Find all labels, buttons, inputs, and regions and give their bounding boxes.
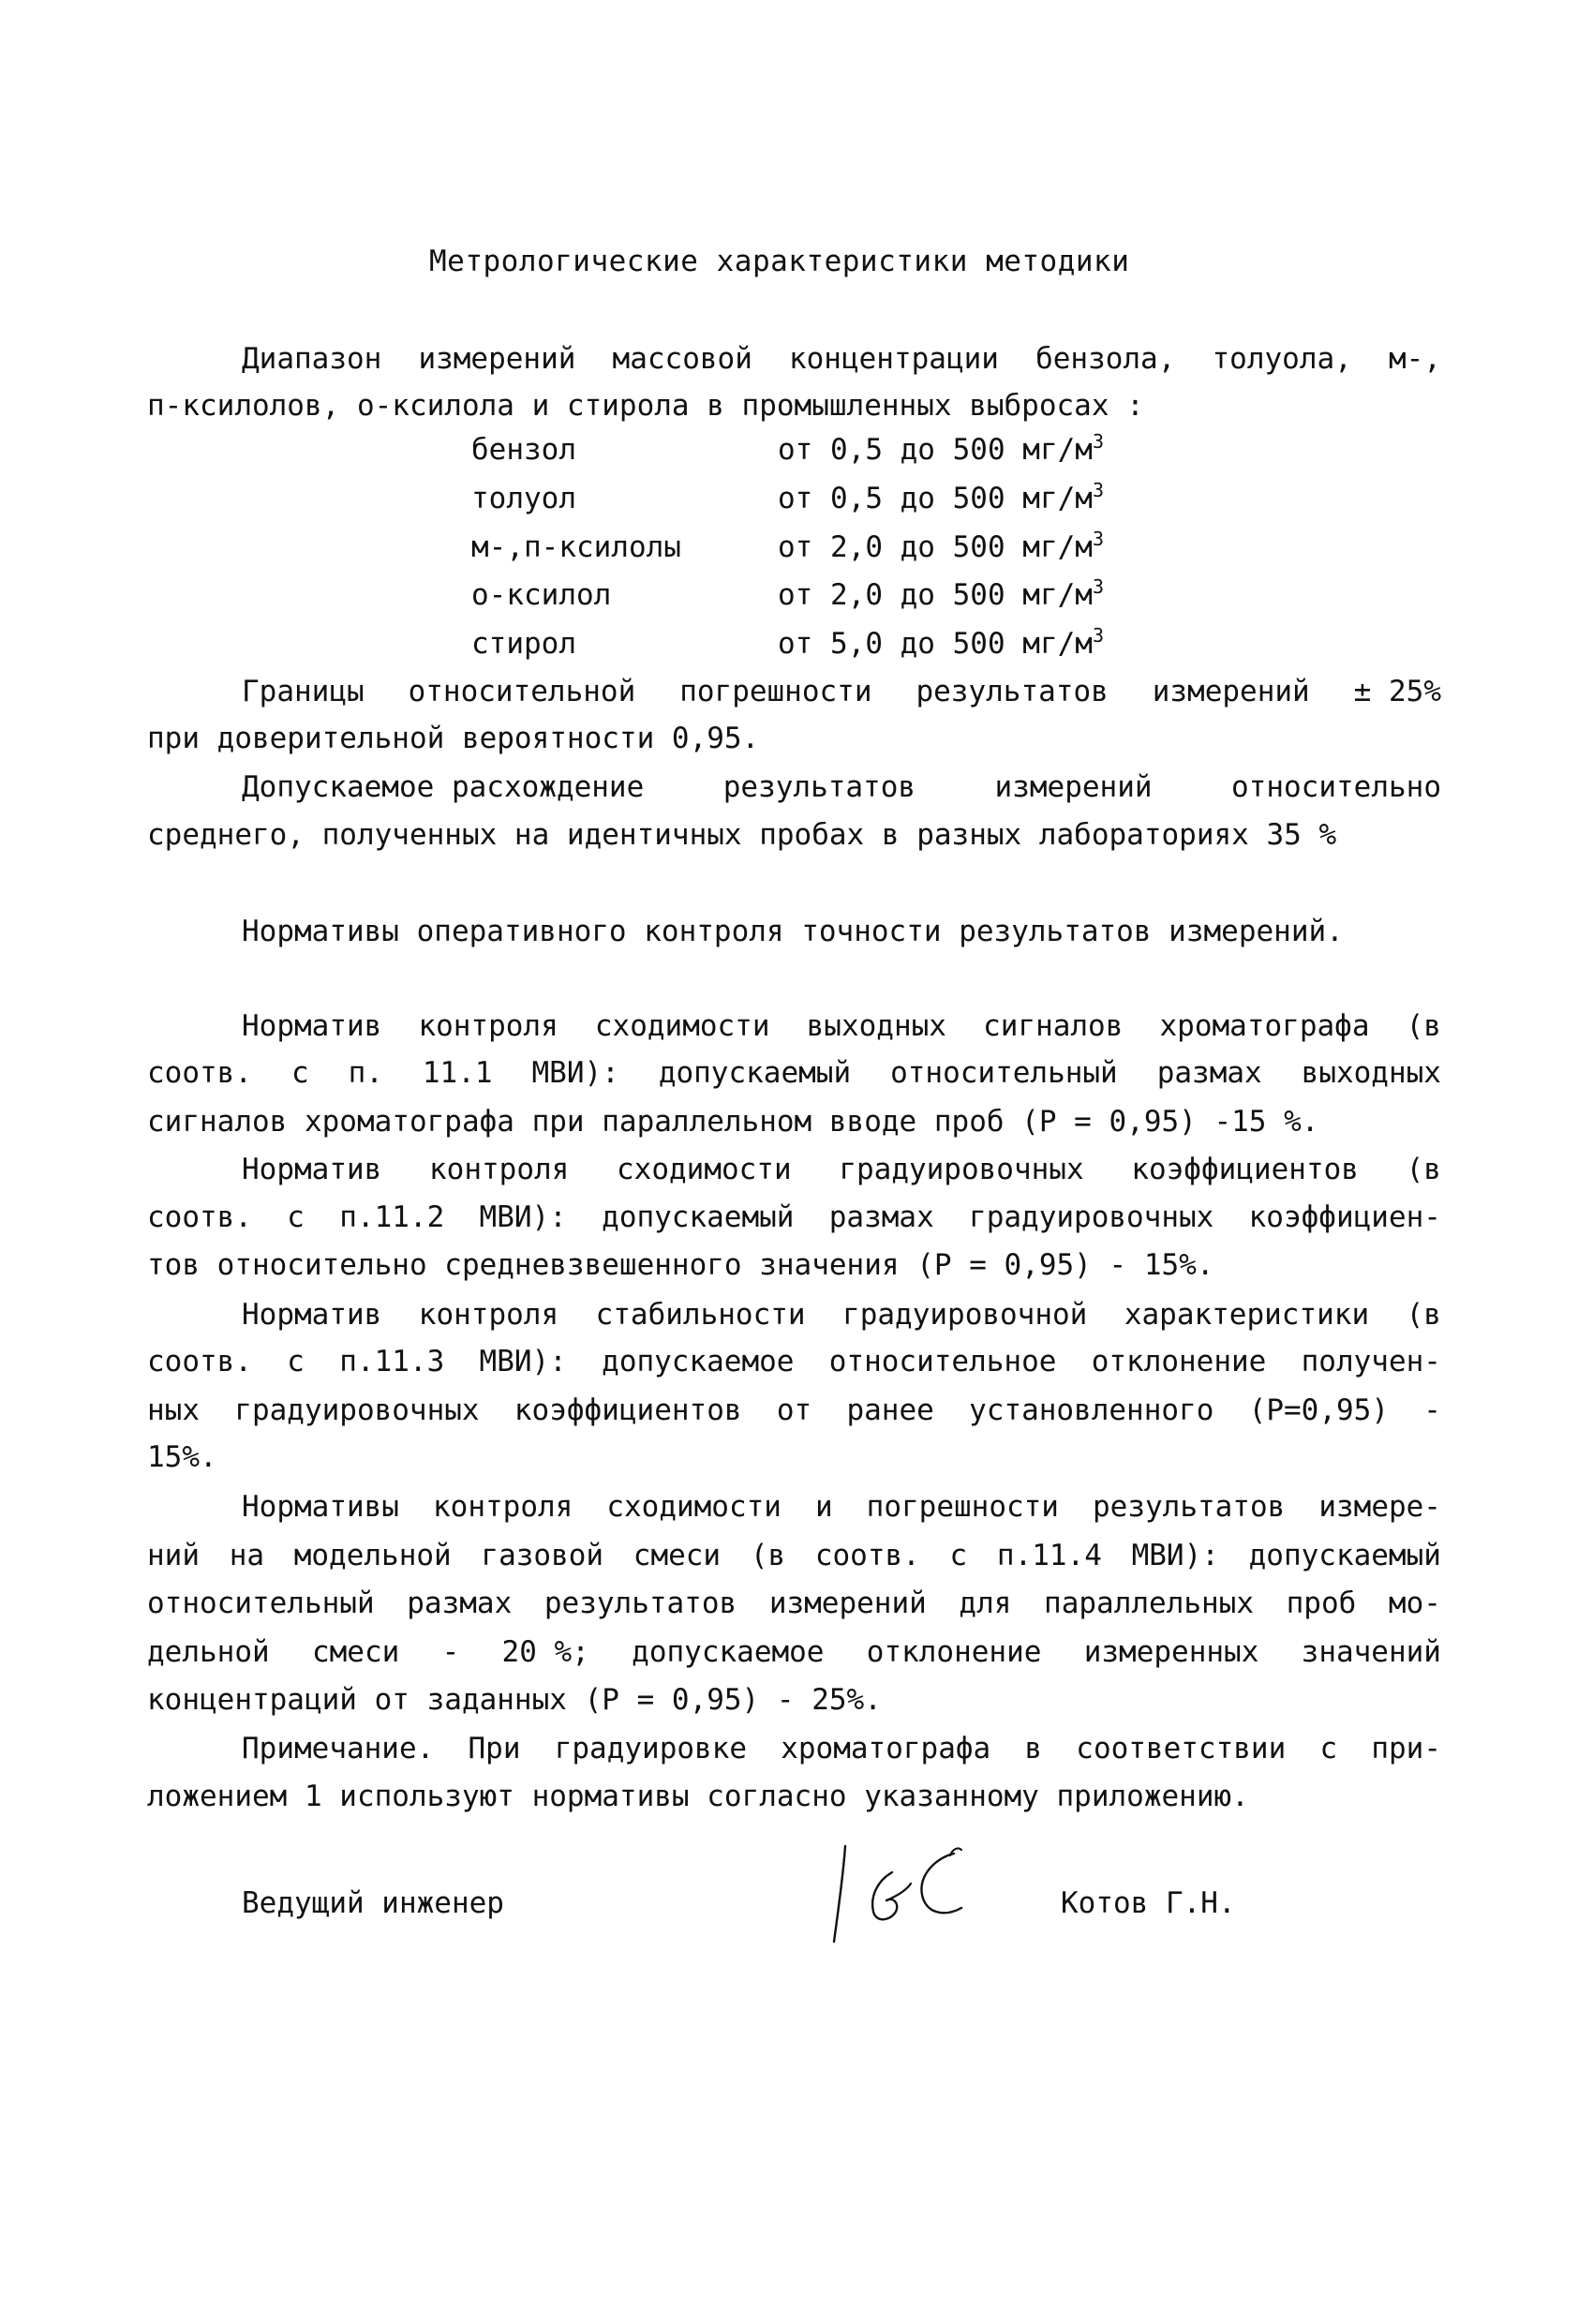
range-intro-line-1 xyxy=(242,342,1441,376)
word: при- xyxy=(1371,1732,1441,1765)
word: значений xyxy=(1301,1635,1441,1669)
note-line-2: ложением 1 используют нормативы согласно указанному приложению. xyxy=(147,1780,1249,1813)
signatory-position: Ведущий инженер xyxy=(242,1886,504,1920)
word: (в xyxy=(1406,1153,1441,1186)
word: МВИ): xyxy=(479,1200,567,1234)
word: ± 25% xyxy=(1353,675,1441,708)
norm4-line-1 xyxy=(242,1490,1441,1524)
control-heading: Нормативы оперативного контроля точности результатов измерений. xyxy=(242,915,1344,948)
norm1-line-1 xyxy=(242,1009,1441,1043)
range-value xyxy=(778,528,1104,564)
word: 11.1 xyxy=(422,1056,493,1090)
word: допускаемый xyxy=(602,1200,795,1234)
discrepancy-line-2: среднего, полученных на идентичных пробах в разных лабораториях 35 % xyxy=(147,818,1337,852)
range-unit-exponent: 3 xyxy=(1092,479,1104,501)
norm1-line-2 xyxy=(147,1056,1441,1090)
word: ных xyxy=(147,1393,200,1427)
word: выходных xyxy=(1301,1056,1441,1090)
word: погрешности xyxy=(866,1490,1059,1524)
word: хроматографа xyxy=(781,1732,991,1765)
word: - xyxy=(441,1635,460,1669)
word: Норматив xyxy=(242,1298,382,1332)
word: дельной xyxy=(147,1635,270,1669)
word: на xyxy=(229,1539,265,1572)
range-interval: от 0,5 до 500 xyxy=(778,433,1023,467)
word: параллельных xyxy=(1044,1587,1255,1620)
word: (в xyxy=(1406,1009,1441,1043)
word: Норматив xyxy=(242,1009,382,1043)
word: измеренных xyxy=(1083,1635,1259,1669)
range-substance: м-,п-ксилолы xyxy=(471,530,681,564)
word: 20 %; xyxy=(501,1635,589,1669)
word: МВИ): xyxy=(531,1056,619,1090)
range-unit-exponent: 3 xyxy=(1092,430,1104,453)
norm3-line-1 xyxy=(242,1298,1441,1332)
range-value xyxy=(778,479,1104,515)
word: с xyxy=(949,1539,968,1572)
word: допускаемое xyxy=(602,1345,795,1378)
range-unit: мг/м xyxy=(1022,578,1093,612)
word: МВИ): xyxy=(479,1345,567,1378)
range-interval: от 2,0 до 500 xyxy=(778,530,1023,564)
word: п. xyxy=(348,1056,383,1090)
word: (Р=0,95) xyxy=(1248,1393,1389,1427)
word: относительно xyxy=(1231,770,1441,804)
word: сходимости xyxy=(594,1009,770,1043)
word: и xyxy=(814,1490,833,1524)
word: массовой xyxy=(612,342,752,376)
word: от xyxy=(776,1393,812,1427)
word: коэффициен- xyxy=(1248,1200,1441,1234)
word: градуировочной xyxy=(842,1298,1088,1332)
range-substance: стирол xyxy=(471,627,576,661)
range-substance: толуол xyxy=(471,482,576,515)
range-unit: мг/м xyxy=(1022,433,1093,467)
word: градуировочных xyxy=(234,1393,480,1427)
word: соотв. xyxy=(147,1345,252,1378)
range-intro-line-2: п-ксилолов, о-ксилола и стирола в промышленных выбросах : xyxy=(147,389,1144,423)
norm3-line-2 xyxy=(147,1345,1441,1378)
word: допускаемый xyxy=(1248,1539,1441,1572)
word: газовой xyxy=(481,1539,604,1572)
norm3-line-4: 15%. xyxy=(147,1440,217,1474)
word: ний xyxy=(147,1539,200,1572)
word: измере- xyxy=(1318,1490,1441,1524)
word: установленного xyxy=(969,1393,1214,1427)
word: сходимости xyxy=(617,1153,792,1186)
word: соответствии xyxy=(1076,1732,1287,1765)
norm2-line-3: тов относительно средневзвешенного значения (Р = 0,95) - 15%. xyxy=(147,1248,1214,1282)
word: размах xyxy=(828,1200,934,1234)
word: проб xyxy=(1286,1587,1357,1620)
word: относительный xyxy=(147,1587,375,1620)
word: соотв. xyxy=(147,1056,252,1090)
page-title: Метрологические характеристики методики xyxy=(429,245,1130,278)
word: (в xyxy=(750,1539,786,1572)
norm4-line-5: концентраций от заданных (Р = 0,95) - 25%. xyxy=(147,1683,882,1717)
norm4-line-2 xyxy=(147,1539,1441,1572)
word: с xyxy=(287,1200,305,1234)
range-value xyxy=(778,624,1104,661)
range-substance: бензол xyxy=(471,433,576,467)
range-unit: мг/м xyxy=(1022,627,1093,661)
word: соотв. xyxy=(814,1539,920,1572)
word: сходимости xyxy=(606,1490,782,1524)
word: хроматографа xyxy=(1159,1009,1370,1043)
word: отклонение xyxy=(1091,1345,1267,1378)
word: - xyxy=(1423,1393,1441,1427)
word: градуировке xyxy=(554,1732,748,1765)
error-bounds-line-1 xyxy=(242,675,1441,708)
word: толуола, xyxy=(1212,342,1352,376)
word: бензола, xyxy=(1035,342,1176,376)
word: п.11.4 xyxy=(996,1539,1102,1572)
word: коэффициентов xyxy=(514,1393,742,1427)
word: в xyxy=(1024,1732,1043,1765)
word: ранее xyxy=(846,1393,934,1427)
word: МВИ): xyxy=(1131,1539,1219,1572)
range-unit-exponent: 3 xyxy=(1092,575,1104,598)
note-line-1 xyxy=(242,1732,1441,1765)
word: Норматив xyxy=(242,1153,382,1186)
word: характеристики xyxy=(1124,1298,1370,1332)
norm4-line-4 xyxy=(147,1635,1441,1669)
word: допускаемое xyxy=(632,1635,825,1669)
word: допускаемый xyxy=(658,1056,852,1090)
word: результатов xyxy=(543,1587,737,1620)
word: размах xyxy=(1156,1056,1262,1090)
error-bounds-line-2: при доверительной вероятности 0,95. xyxy=(147,722,760,755)
word: результатов xyxy=(1093,1490,1286,1524)
word: Примечание. xyxy=(242,1732,435,1765)
word: (в xyxy=(1406,1298,1441,1332)
norm1-line-3: сигналов хроматографа при параллельном вводе проб (Р = 0,95) -15 %. xyxy=(147,1105,1319,1139)
word: Допускаемое расхождение xyxy=(242,770,645,804)
word: м-, xyxy=(1388,342,1441,376)
word: коэффициентов xyxy=(1131,1153,1359,1186)
word: измерений xyxy=(768,1587,927,1620)
range-substance: о-ксилол xyxy=(471,578,612,612)
word: относительное xyxy=(828,1345,1057,1378)
word: смеси xyxy=(633,1539,722,1572)
word: получен- xyxy=(1301,1345,1441,1378)
word: При xyxy=(468,1732,521,1765)
range-unit-exponent: 3 xyxy=(1092,528,1104,550)
word: мо- xyxy=(1388,1587,1441,1620)
range-interval: от 0,5 до 500 xyxy=(778,482,1023,515)
word: результатов xyxy=(722,770,916,804)
range-value xyxy=(778,430,1104,467)
word: для xyxy=(959,1587,1012,1620)
word: градуировочных xyxy=(969,1200,1214,1234)
range-unit: мг/м xyxy=(1022,530,1093,564)
range-interval: от 2,0 до 500 xyxy=(778,578,1023,612)
range-unit: мг/м xyxy=(1022,482,1093,515)
signatory-name: Котов Г.Н. xyxy=(1061,1886,1236,1920)
word: с xyxy=(290,1056,309,1090)
word: смеси xyxy=(311,1635,400,1669)
word: измерений xyxy=(994,770,1153,804)
word: с xyxy=(1319,1732,1338,1765)
word: сигналов xyxy=(983,1009,1124,1043)
word: п.11.3 xyxy=(339,1345,445,1378)
word: стабильности xyxy=(595,1298,806,1332)
word: относительной xyxy=(408,675,636,708)
norm2-line-2 xyxy=(147,1200,1441,1234)
word: с xyxy=(287,1345,305,1378)
word: контроля xyxy=(418,1298,559,1332)
word: контроля xyxy=(418,1009,558,1043)
norm2-line-1 xyxy=(242,1155,1441,1184)
word: контроля xyxy=(433,1490,573,1524)
discrepancy-line-1 xyxy=(242,770,1441,804)
word: измерений xyxy=(1152,675,1310,708)
range-value xyxy=(778,575,1104,612)
word: Диапазон xyxy=(242,342,382,376)
word: погрешности xyxy=(679,675,872,708)
word: модельной xyxy=(293,1539,452,1572)
word: отклонение xyxy=(866,1635,1042,1669)
word: размах xyxy=(407,1587,513,1620)
range-interval: от 5,0 до 500 xyxy=(778,627,1023,661)
word: Границы xyxy=(242,675,365,708)
word: результатов xyxy=(916,675,1109,708)
word: Нормативы xyxy=(242,1490,399,1524)
word: относительный xyxy=(890,1056,1118,1090)
word: контроля xyxy=(429,1153,570,1186)
word: соотв. xyxy=(147,1200,252,1234)
word: концентрации xyxy=(788,342,999,376)
word: п.11.2 xyxy=(339,1200,445,1234)
norm4-line-3 xyxy=(147,1589,1441,1618)
word: выходных xyxy=(806,1009,946,1043)
handwritten-signature xyxy=(825,1837,975,1949)
norm3-line-3 xyxy=(147,1393,1441,1427)
word: градуировочных xyxy=(839,1153,1084,1186)
range-unit-exponent: 3 xyxy=(1092,624,1104,647)
word: измерений xyxy=(418,342,576,376)
